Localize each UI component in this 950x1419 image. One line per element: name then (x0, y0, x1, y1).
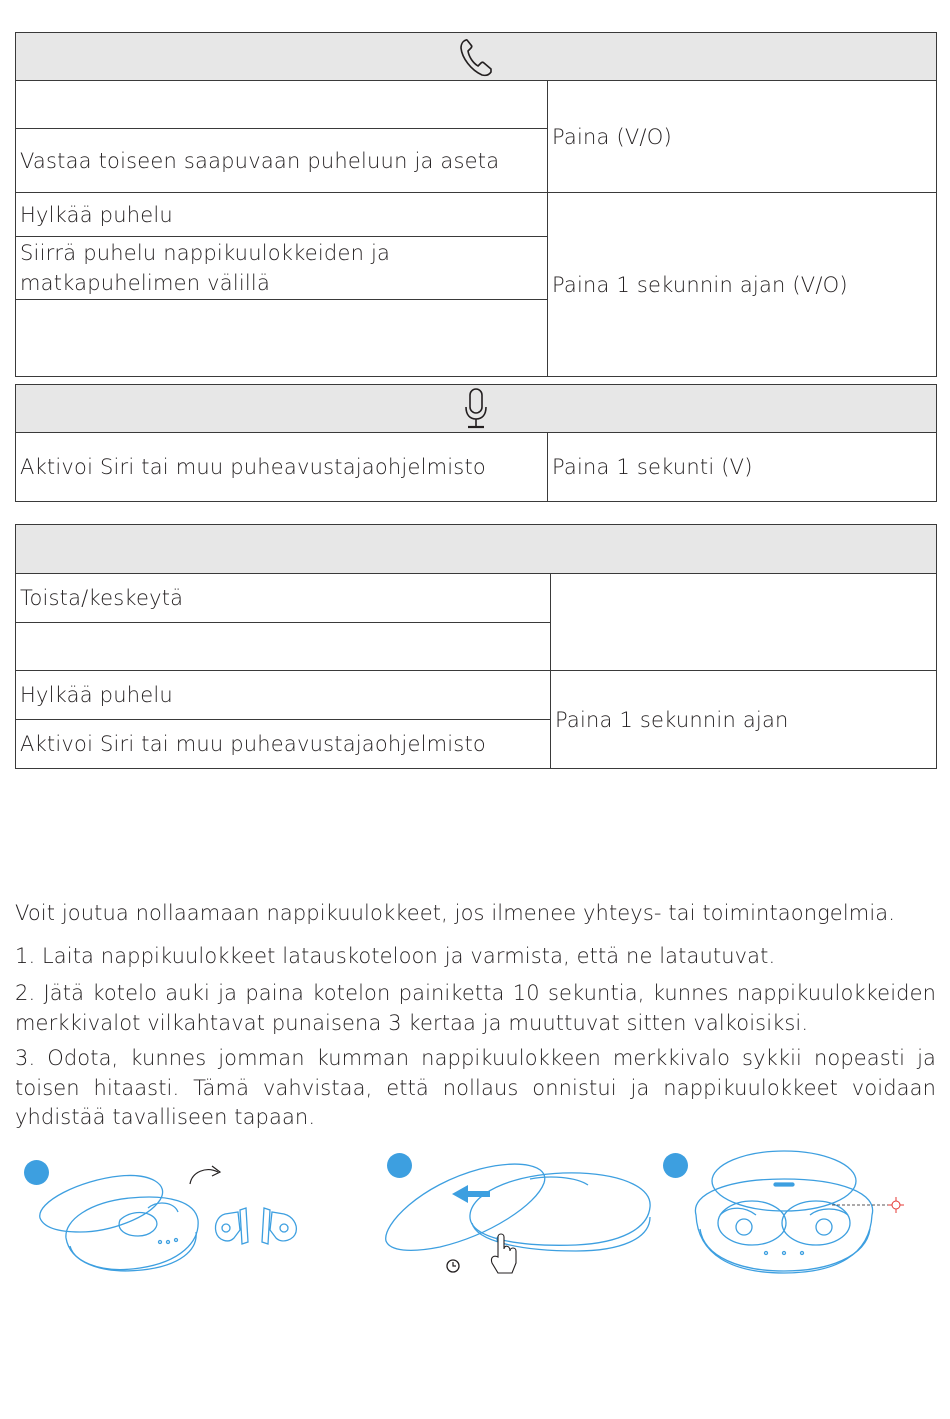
reset-intro: Voit joutua nollaamaan nappikuulokkeet, jos ilmenee yhteys- tai toimintaongelmia. (15, 901, 895, 925)
illustration-step-2 (380, 1145, 660, 1285)
case-with-earbuds-drawing (20, 1150, 320, 1280)
phone-icon (458, 44, 494, 68)
case-indicator-drawing (660, 1145, 910, 1285)
calls-action-cell: Vastaa toiseen saapuvaan puheluun ja aseta (16, 129, 548, 193)
voice-action-cell: Aktivoi Siri tai muu puheavustajaohjelmisto (16, 433, 548, 502)
illustration-step-3 (660, 1145, 910, 1285)
controls-control-cell (551, 574, 937, 671)
step-1-marker (24, 1160, 49, 1185)
voice-control-cell: Paina 1 sekunti (V) (548, 433, 937, 502)
reset-step-1: 1. Laita nappikuulokkeet latauskoteloon ja varmista, että ne latautuvat. (15, 944, 776, 968)
controls-action-cell (16, 623, 551, 671)
step-3-marker (663, 1153, 688, 1178)
controls-action-cell: Aktivoi Siri tai muu puheavustajaohjelmisto (16, 720, 551, 769)
step-2-marker (387, 1153, 412, 1178)
calls-table (15, 32, 937, 377)
controls-table-header (16, 525, 937, 574)
calls-action-cell: Hylkää puhelu (16, 193, 548, 237)
reset-step-2: 2. Jätä kotelo auki ja paina kotelon painiketta 10 sekuntia, kunnes nappikuulokkeiden merkkivalot vilkahtavat punaisena 3 kertaa ja muuttuvat sitten valkoisiksi. (15, 981, 936, 1035)
calls-control-cell: Paina 1 sekunnin ajan (V/O) (548, 193, 937, 377)
microphone-icon (461, 396, 491, 420)
controls-action-cell: Toista/keskeytä (16, 574, 551, 623)
calls-action-cell (16, 300, 548, 377)
case-press-button-drawing (380, 1145, 660, 1285)
controls-action-cell: Hylkää puhelu (16, 671, 551, 720)
voice-table (15, 384, 937, 502)
calls-action-cell: Siirrä puhelu nappikuulokkeiden ja matkapuhelimen välillä (16, 237, 548, 300)
calls-action-cell (16, 81, 548, 129)
controls-table (15, 524, 937, 769)
voice-table-header (16, 385, 937, 433)
illustration-step-1 (20, 1150, 320, 1280)
calls-control-cell: Paina (V/O) (548, 81, 937, 193)
calls-table-header (16, 33, 937, 81)
reset-step-3: 3. Odota, kunnes jomman kumman nappikuulokkeen merkkivalo sykkii nopeasti ja toisen hitaasti. Tämä vahvistaa, että nollaus onnistui ja nappikuulokkeet voidaan yhdistää tavalliseen tapaan. (15, 1046, 936, 1129)
controls-control-cell: Paina 1 sekunnin ajan (551, 671, 937, 769)
